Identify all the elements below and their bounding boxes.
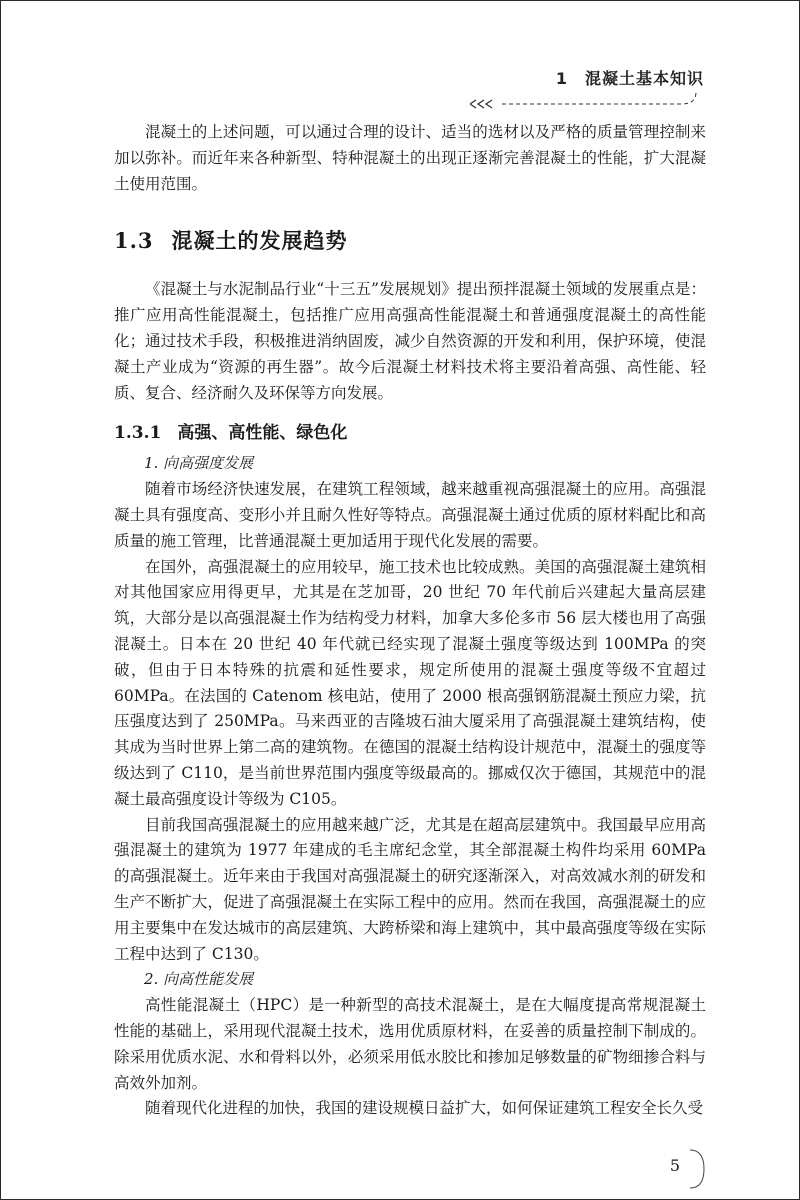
page-content	[114, 120, 706, 1122]
paragraph-high-strength-2: 在国外，高强混凝土的应用较早，施工技术也比较成熟。美国的高强混凝土建筑相对其他国家应用得更早，尤其是在芝加哥，20 世纪 70 年代前后兴建起大量高层建筑，大部分是以高强混凝土作为结构受力材料，加拿大多伦多市 56 层大楼也用了高强混凝土。日本在 20 世纪 40 年代就已经实现了混凝土强度等级达到 100MPa 的突破，但由于日本特殊的抗震和延性要求，规定所使用的混凝土强度等级不宜超过 60MPa。在法国的 Catenom 核电站，使用了 2000 根高强钢筋混凝土预应力梁，抗压强度达到了 250MPa。马来西亚的吉隆坡石油大厦采用了高强混凝土建筑结构，使其成为当时世界上第二高的建筑物。在德国的混凝土结构设计规范中，混凝土的强度等级达到了 C110，是当前世界范围内强度等级最高的。挪威仅次于德国，其规范中的混凝土最高强度设计等级为 C105。	[114, 557, 706, 808]
paragraph-high-strength-1: 随着市场经济快速发展，在建筑工程领域，越来越重视高强混凝土的应用。高强混凝土具有强度高、变形小并且耐久性好等特点。高强混凝土通过优质的原材料配比和高质量的施工管理，比普通混凝土更加适用于现代化发展的需要。	[114, 480, 706, 550]
paragraph-high-performance-2: 随着现代化进程的加快，我国的建设规模日益扩大，如何保证建筑工程安全长久受	[145, 1099, 704, 1118]
subsection-title: 高强、高性能、绿色化	[177, 423, 348, 444]
paragraph-high-performance-1: 高性能混凝土（HPC）是一种新型的高技术混凝土，是在大幅度提高常规混凝土性能的基础上，采用现代混凝土技术，选用优质原材料，在妥善的质量控制下制成的。除采用优质水泥、水和骨料以外，必须采用低水胶比和掺加足够数量的矿物细掺合料与高效外加剂。	[114, 996, 706, 1092]
subsection-number: 1.3.1	[114, 423, 162, 444]
header-rule-decoration	[470, 88, 700, 112]
paragraph-high-strength-3: 目前我国高强混凝土的应用越来越广泛，尤其是在超高层建筑中。我国最早应用高强混凝土的建筑为 1977 年建成的毛主席纪念堂，其全部混凝土构件均采用 60MPa 的高强混凝土。近年来由于我国对高强混凝土的研究逐渐深入，对高效减水剂的研发和生产不断扩大，促进了高强混凝土在实际工程中的应用。然而在我国，高强混凝土的应用主要集中在发达城市的高层建筑、大跨桥梁和海上建筑中，其中最高强度等级在实际工程中达到了 C130。	[114, 815, 706, 963]
section-title: 混凝土的发展趋势	[171, 229, 348, 254]
running-header: 1 混凝土基本知识	[555, 69, 704, 88]
intro-paragraph: 混凝土的上述问题，可以通过合理的设计、适当的选材以及严格的质量管理控制来加以弥补。而近年来各种新型、特种混凝土的出现正逐渐完善混凝土的性能，扩大混凝土使用范围。	[114, 123, 706, 193]
page-number	[660, 1146, 710, 1192]
section-heading	[114, 225, 706, 255]
item-heading-high-performance: 2. 向高性能发展	[144, 970, 254, 989]
subsection-heading	[114, 418, 706, 443]
page-number-value: 5	[669, 1156, 681, 1175]
section-number: 1.3	[114, 228, 154, 254]
section-paragraph: 《混凝土与水泥制品行业“十三五”发展规划》提出预拌混凝土领域的发展重点是：推广应用高性能混凝土，包括推广应用高强高性能混凝土和普通强度混凝土的高性能化；通过技术手段，积极推进消纳固废，减少自然资源的开发和利用，保护环境，使混凝土产业成为“资源的再生器”。故今后混凝土材料技术将主要沿着高强、高性能、轻质、复合、经济耐久及环保等方向发展。	[114, 280, 706, 402]
item-heading-high-strength: 1. 向高强度发展	[144, 454, 254, 473]
